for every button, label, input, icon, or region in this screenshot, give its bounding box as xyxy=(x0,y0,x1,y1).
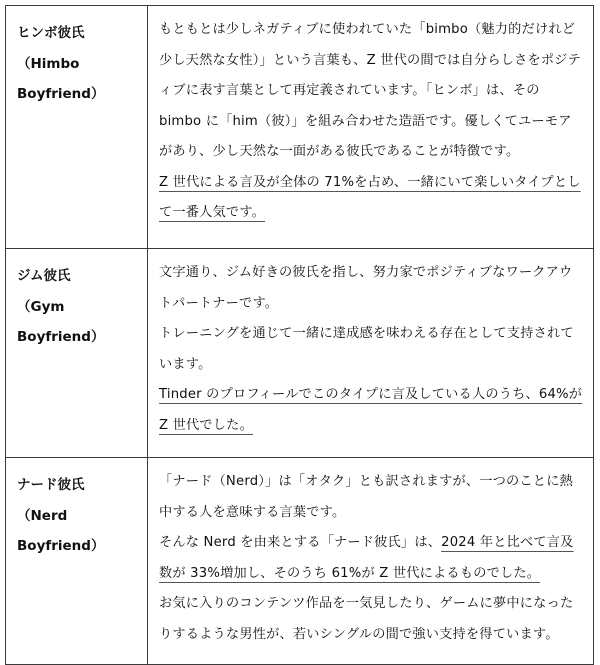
description-cell xyxy=(148,6,594,249)
type-name-english: （Gym xyxy=(17,298,65,315)
type-name-english: （Himbo xyxy=(17,55,80,72)
statistic-highlight: Z 世代による言及が全体の 71%を占め、一緒にいて楽しいタイプとして一番人気です。 xyxy=(159,174,581,220)
type-cell xyxy=(6,249,148,458)
table-row xyxy=(6,458,594,665)
table-row xyxy=(6,249,594,458)
description-text: もともとは少しネガティブに使われていた「bimbo（魅力的だけれど少し天然な女性）」という言葉も、Z 世代の間では自分らしさをポジティブに表す言葉として再定義されています。「ヒンボ」は、その bimbo に「him（彼）」を組み合わせた造語です。優しくてユーモアがあり、少し天然な一面がある彼氏であることが特徴です。 xyxy=(159,22,582,159)
type-name: ナード彼氏 xyxy=(17,477,85,493)
description-text: お気に入りのコンテンツ作品を一気見したり、ゲームに夢中になったりするような男性が、若いシングルの間で強い支持を得ています。 xyxy=(159,596,574,642)
type-name-english: Boyfriend） xyxy=(17,538,105,554)
type-name: ジム彼氏 xyxy=(17,268,71,284)
description-text: 「ナード（Nerd）」は「オタク」とも訳されますが、一つのことに熱中する人を意味する言葉です。 xyxy=(159,474,573,520)
type-cell xyxy=(6,458,148,665)
type-name-english: Boyfriend） xyxy=(17,329,105,345)
type-name-english: （Nerd xyxy=(17,507,68,524)
type-cell xyxy=(6,6,148,249)
type-name-english: Boyfriend） xyxy=(17,86,105,102)
statistic-text xyxy=(159,380,583,441)
type-name: ヒンボ彼氏 xyxy=(17,25,85,41)
statistic-text xyxy=(159,168,583,229)
statistic-highlight: 2024 年と比べて言及数が 33%増加し、そのうち 61%が Z 世代によるものでした。 xyxy=(159,535,574,581)
description-cell xyxy=(148,458,594,665)
description-text: 文字通り、ジム好きの彼氏を指し、努力家でポジティブなワークアウトパートナーです。 xyxy=(159,265,573,311)
statistic-prefix: そんな Nerd を由来とする「ナード彼氏」は、 xyxy=(159,535,442,550)
boyfriend-types-table xyxy=(5,5,594,665)
table-row xyxy=(6,6,594,249)
description-text: トレーニングを通じて一緒に達成感を味わえる存在として支持されています。 xyxy=(159,326,574,372)
statistic-highlight: Tinder のプロフィールでこのタイプに言及している人のうち、64%が Z 世代でした。 xyxy=(159,387,583,433)
statistic-text xyxy=(159,528,583,589)
description-cell xyxy=(148,249,594,458)
